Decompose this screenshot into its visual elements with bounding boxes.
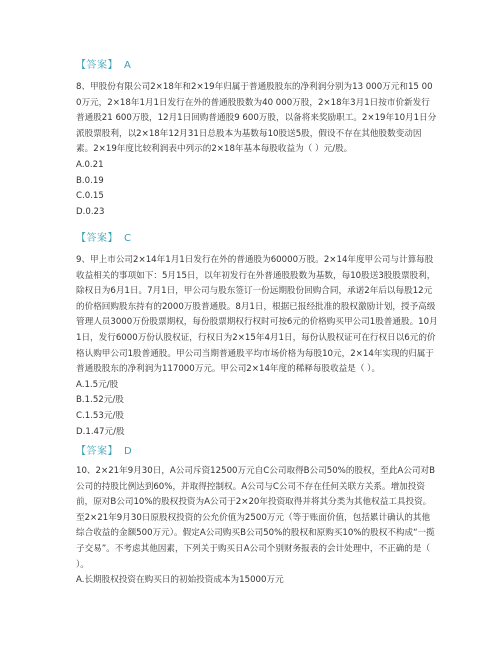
answer-value: D (124, 446, 133, 457)
option-d: D.1.47元/股 (76, 426, 125, 437)
option-a: A.0.21 (76, 159, 104, 170)
option-c: C.1.53元/股 (76, 410, 124, 421)
option-a: A.1.5元/股 (76, 379, 119, 390)
option-b: B.1.52元/股 (76, 395, 124, 406)
answer-tag-3 (76, 442, 132, 457)
answer-tag-1 (76, 56, 131, 71)
question-stem: 8、甲股份有限公司2×18年和2×19年归属于普通股股东的净利润分别为13 000万元和15 000万元，2×18年1月1日发行在外的普通股股数为40 000万股，2×18年3月1日按市价新发行普通股21 600万股，12月1日回购普通股9 600万股，以备将来奖励职工。2×19年10月1日分派股票股利，以2×18年12月31日总股本为基数每10股送5股，假设不存在其他股数变动因素。2×19年度比较利润表中列示的2×18年基本每股收益为（ ）元/股。 (76, 82, 437, 155)
question-stem: 9、甲上市公司2×14年1月1日发行在外的普通股为60000万股。2×14年度甲公司与计算每股收益相关的事项如下：5月15日，以年初发行在外普通股股数为基数，每10股送3股股票股利，除权日为6月1日。7月1日，甲公司与股东签订一份远期股份回购合同，承诺2年后以每股12元的价格回购股东持有的2000万股普通股。8月1日，根据已报经批准的股权激励计划，授予高级管理人员3000万份股票期权，每份股票期权行权时可按6元的价格购买甲公司1股普通股。10月1日，发行6000万份认股权证，行权日为2×15年4月1日，每份认股权证可在行权日以6元的价格认购甲公司1股普通股。甲公司当期普通股平均市场价格为每股10元，2×14年实现的归属于普通股股东的净利润为117000万元。甲公司2×14年度的稀释每股收益是（ ）。 (76, 255, 438, 375)
answer-value: A (124, 60, 132, 71)
answer-value: C (124, 233, 132, 244)
answer-label: 【答案】 (76, 60, 118, 71)
option-a: A.长期股权投资在购买日的初始投资成本为15000万元 (76, 575, 284, 586)
option-c: C.0.15 (76, 191, 104, 202)
answer-tag-2 (76, 229, 131, 244)
question-8 (76, 80, 438, 220)
answer-label: 【答案】 (76, 446, 118, 457)
option-b: B.0.19 (76, 175, 104, 186)
question-stem: 10、2×21年9月30日，A公司斥资12500万元自C公司取得B公司50%的股权，至此A公司对B公司的持股比例达到60%，并取得控制权。A公司与C公司不存在任何关联方关系。增加投资前，原对B公司10%的股权投资为A公司于2×20年投资取得并将其分类为其他权益工具投资。至2×21年9月30日原股权投资的公允价值为2500万元（等于账面价值，包括累计确认的其他综合收益的金额500万元）。假定A公司购买B公司50%的股权和原购买10%的股权不构成“一揽子交易”。不考虑其他因素，下列关于购买日A公司个别财务报表的会计处理中，不正确的是（ ）。 (76, 466, 435, 570)
option-d: D.0.23 (76, 206, 105, 217)
question-9 (76, 253, 438, 440)
question-10 (76, 464, 438, 589)
answer-label: 【答案】 (76, 233, 118, 244)
